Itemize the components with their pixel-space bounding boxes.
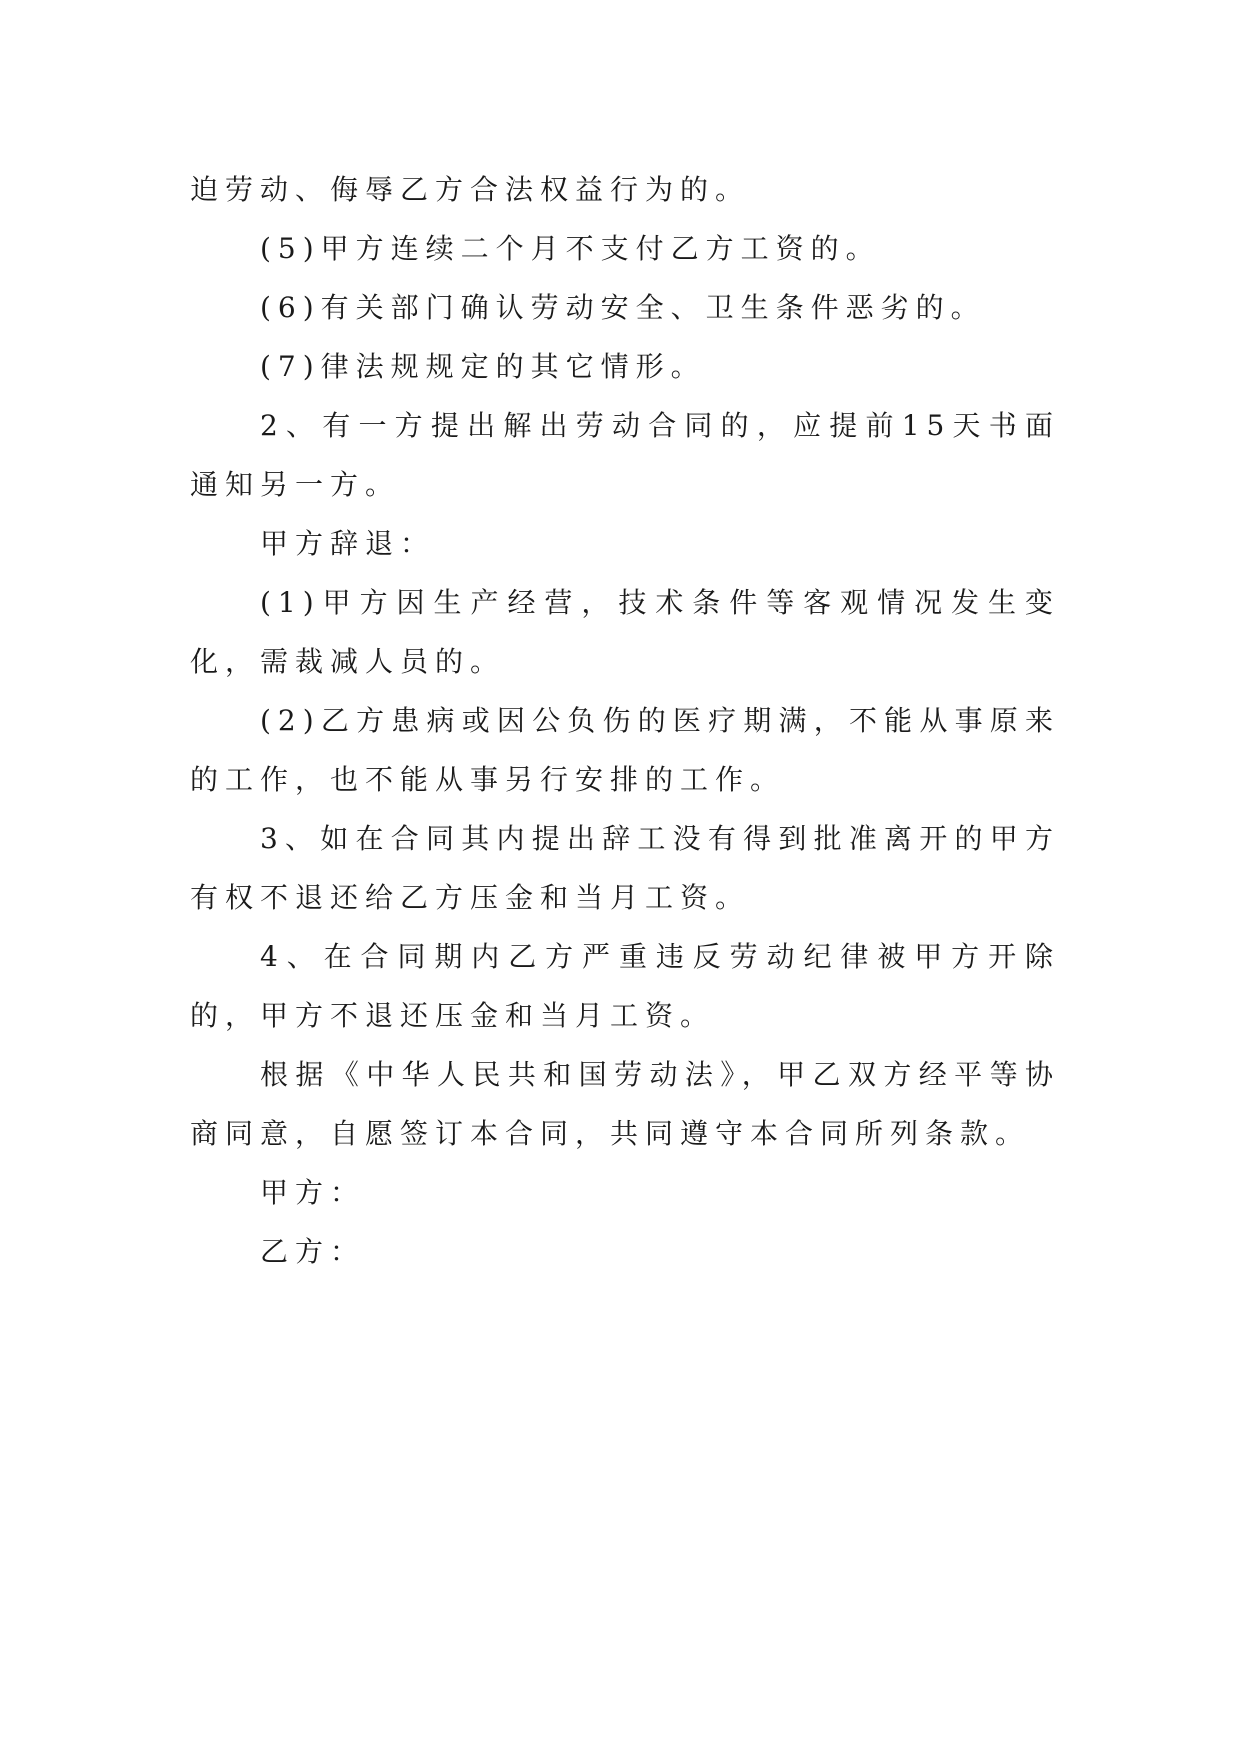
paragraph-clause-3: 3、如在合同其内提出辞工没有得到批准离开的甲方有权不退还给乙方压金和当月工资。 <box>190 822 1060 914</box>
paragraph-clause-4: 4、在合同期内乙方严重违反劳动纪律被甲方开除的，甲方不退还压金和当月工资。 <box>190 940 1060 1032</box>
paragraph-item-5: (5)甲方连续二个月不支付乙方工资的。 <box>260 232 881 265</box>
paragraph-agreement: 根据《中华人民共和国劳动法》，甲乙双方经平等协商同意，自愿签订本合同，共同遵守本合同所列条款。 <box>190 1058 1060 1150</box>
paragraph-dismissal-heading: 甲方辞退： <box>260 527 436 560</box>
paragraph-dismissal-item-1: (1)甲方因生产经营，技术条件等客观情况发生变化，需裁减人员的。 <box>190 586 1060 678</box>
document-body <box>190 160 1060 1281</box>
party-a-signature-line: 甲方： <box>260 1176 366 1209</box>
paragraph-continuation: 迫劳动、侮辱乙方合法权益行为的。 <box>190 173 751 206</box>
paragraph-item-6: (6)有关部门确认劳动安全、卫生条件恶劣的。 <box>260 291 986 324</box>
paragraph-item-7: (7)律法规规定的其它情形。 <box>260 350 706 383</box>
party-b-signature-line: 乙方： <box>260 1235 366 1268</box>
paragraph-clause-2: 2、有一方提出解出劳动合同的，应提前15天书面通知另一方。 <box>190 409 1060 501</box>
paragraph-dismissal-item-2: (2)乙方患病或因公负伤的医疗期满，不能从事原来的工作，也不能从事另行安排的工作。 <box>190 704 1060 796</box>
